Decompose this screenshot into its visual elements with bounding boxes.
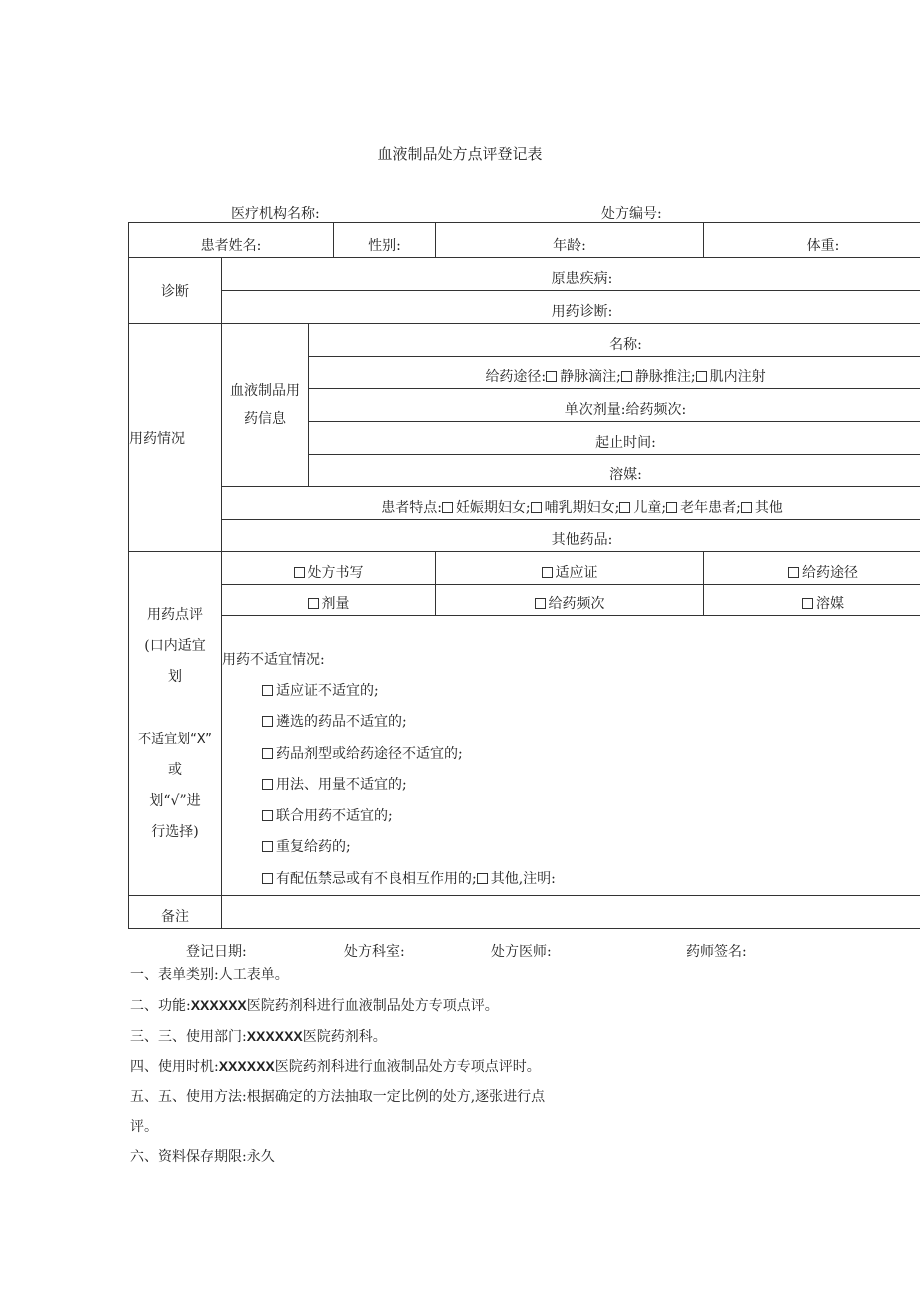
pharmacist-signature-label: 药师签名: [686,944,747,960]
note-method-line2: 评。 [130,1118,158,1135]
review-form-table [128,222,920,929]
trait-child[interactable] [619,500,666,516]
drug-name-label: 名称: [609,337,642,353]
solvent-cell[interactable] [309,455,920,487]
drug-name-cell[interactable] [309,324,920,357]
trait-label: 妊娠期妇女; [455,500,531,516]
patient-name-cell[interactable] [129,223,334,258]
checkbox-icon [696,371,707,382]
medication-diagnosis-label: 用药诊断: [551,304,613,320]
check-solvent[interactable]: 溶媒 [704,585,920,616]
original-disease-label: 原患疾病: [551,271,613,287]
medication-label: 用药情况 [129,324,222,552]
route-option-im[interactable] [696,369,766,385]
route-option-label: 肌内注射 [709,369,766,385]
dose-label: 单次剂量:给药频次: [564,402,687,418]
route-cell [309,357,920,389]
checkbox-icon [308,598,319,609]
checkbox-icon [262,748,273,759]
age-cell[interactable] [436,223,704,258]
inappropriate-selection[interactable]: 遴选的药品不适宜的; [262,707,920,738]
note-retention: 六、资料保存期限:永久 [130,1149,275,1166]
route-option-iv-push[interactable] [621,369,696,385]
check-indication[interactable]: 适应证 [436,552,704,585]
checkbox-icon [535,598,546,609]
trait-label: 儿童; [633,500,667,516]
note-form-type: 一、表单类别:人工表单。 [130,967,289,983]
route-option-iv-drip[interactable] [546,369,621,385]
page-title: 血液制品处方点评登记表 [377,145,543,163]
checkbox-icon [477,873,488,884]
checkbox-icon [531,502,542,513]
blood-product-info-label: 血液制品用药信息 [222,324,309,487]
inappropriate-section [222,616,920,896]
checkbox-icon [262,779,273,790]
check-dose[interactable]: 剂量 [222,585,436,616]
prescription-no-label: 处方编号: [601,206,662,222]
gender-label: 性别: [368,238,401,254]
patient-traits-cell [222,487,920,520]
checkbox-icon [619,502,630,513]
check-prescription-writing[interactable]: 处方书写 [222,552,436,585]
trait-pregnant[interactable] [442,500,531,516]
route-option-label: 静脉推注; [634,369,696,385]
weight-label: 体重: [806,238,840,254]
inappropriate-title: 用药不适宜情况: [222,651,325,668]
checkbox-icon [542,567,553,578]
checkbox-icon [262,810,273,821]
other-drugs-cell[interactable] [222,520,920,552]
age-label: 年龄: [553,238,586,254]
patient-traits-label: 患者特点: [381,500,442,516]
remark-field[interactable] [222,896,920,929]
review-label: 用药点评 (口内适宜 划 不适宜划“X” 或 划“√”进 行选择) [129,552,222,896]
gender-cell[interactable] [334,223,436,258]
checkbox-icon [442,502,453,513]
checkbox-icon [621,371,632,382]
dose-cell[interactable] [309,389,920,422]
route-label: 给药途径: [485,369,547,385]
instructions [130,960,545,1173]
weight-cell[interactable] [704,223,920,258]
checkbox-icon [262,716,273,727]
checkbox-icon [262,841,273,852]
note-department: 三、三、使用部门:XXXXXX医院药剂科。 [130,1027,387,1045]
check-route[interactable]: 给药途径 [704,552,920,585]
inappropriate-indication[interactable]: 适应证不适宜的; [262,676,920,707]
inappropriate-duplicate[interactable]: 重复给药的; [262,832,920,863]
other-drugs-label: 其他药品: [551,532,613,548]
checkbox-icon [666,502,677,513]
note-method-line1: 五、五、使用方法:根据确定的方法抽取一定比例的处方,逐张进行点 [130,1088,546,1105]
checkbox-icon [294,567,305,578]
checkbox-icon [262,873,273,884]
inappropriate-incompatibility[interactable]: 有配伍禁忌或有不良相互作用的; 其他,注明: [262,864,920,895]
institution-label: 医疗机构名称: [231,206,320,222]
trait-label: 老年患者; [680,500,741,516]
remark-label: 备注 [129,896,222,929]
route-option-label: 静脉滴注; [560,369,621,385]
trait-elderly[interactable] [666,500,741,516]
checkbox-icon [802,598,813,609]
solvent-label: 溶媒: [609,467,642,483]
checkbox-icon [741,502,752,513]
medication-diagnosis-cell[interactable] [222,291,920,324]
prescription-doctor-label: 处方医师: [491,944,552,960]
note-function: 二、功能:XXXXXX医院药剂科进行血液制品处方专项点评。 [130,997,499,1015]
prescription-dept-label: 处方科室: [344,944,405,960]
check-frequency[interactable]: 给药频次 [436,585,704,616]
inappropriate-dosage-form[interactable]: 药品剂型或给药途径不适宜的; [262,739,920,770]
trait-other[interactable] [741,500,783,516]
checkbox-icon [262,685,273,696]
period-cell[interactable] [309,422,920,455]
register-date-label: 登记日期: [186,944,247,960]
inappropriate-combination[interactable]: 联合用药不适宜的; [262,801,920,832]
period-label: 起止时间: [595,435,656,451]
note-timing: 四、使用时机:XXXXXX医院药剂科进行血液制品处方专项点评时。 [130,1058,541,1076]
original-disease-cell[interactable] [222,258,920,291]
trait-label: 哺乳期妇女; [544,500,620,516]
trait-lactating[interactable] [531,500,620,516]
trait-label: 其他 [754,500,783,516]
patient-name-label: 患者姓名: [200,238,262,254]
checkbox-icon [788,567,799,578]
diagnosis-label: 诊断 [129,258,222,324]
inappropriate-usage[interactable]: 用法、用量不适宜的; [262,770,920,801]
checkbox-icon [546,371,557,382]
